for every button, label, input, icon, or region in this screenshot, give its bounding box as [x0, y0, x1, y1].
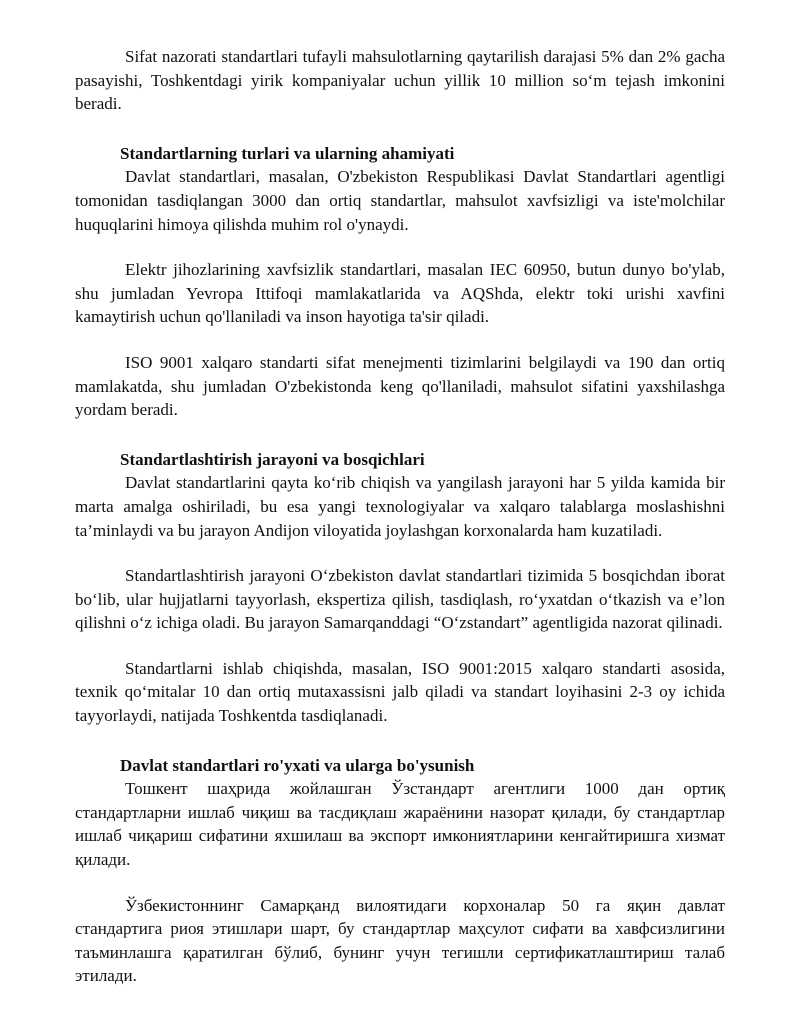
- paragraph: Davlat standartlari, masalan, O'zbekiston Respublikasi Davlat Standartlari agentligi tomonidan tasdiqlangan 3000 dan ortiq standartlar, mahsulot xavfsizligi va iste'molchilar huquqlarini himoya qilishda muhim rol o'ynaydi.: [75, 167, 725, 234]
- section-standard-types: [75, 142, 725, 422]
- section-state-standards-list: [75, 754, 725, 988]
- paragraph: Тошкент шаҳрида жойлашган Ўзстандарт агентлиги 1000 дан ортиқ стандартларни ишлаб чиқиш ва тасдиқлаш жараёнини назорат қилади, бу стандартлар ишлаб чиқариш сифатини яхшилаш ва экспорт имкониятларини кенгайтиришга хизмат қилади.: [75, 779, 725, 870]
- section-heading: Davlat standartlari ro'yxati va ularga bo'ysunish: [120, 755, 475, 775]
- section-heading: Standartlarning turlari va ularning ahamiyati: [120, 143, 455, 163]
- paragraph: ISO 9001 xalqaro standarti sifat menejmenti tizimlarini belgilaydi va 190 dan ortiq mamlakatda, shu jumladan O'zbekistonda keng qo'llaniladi, mahsulot sifatini yaxshilashga yordam beradi.: [75, 352, 725, 420]
- paragraph: Elektr jihozlarining xavfsizlik standartlari, masalan IEC 60950, butun dunyo bo'ylab, shu jumladan Yevropa Ittifoqi mamlakatlarida va AQShda, elektr toki urishi xavfini kamaytirish uchun qo'llaniladi va inson hayotiga ta'sir qiladi.: [75, 260, 725, 327]
- section-heading: Standartlashtirish jarayoni va bosqichlari: [120, 449, 425, 469]
- document-page: [75, 45, 725, 988]
- paragraph: Standartlarni ishlab chiqishda, masalan, ISO 9001:2015 xalqaro standarti asosida, texnik qo‘mitalar 10 dan ortiq mutaxassisni jalb qiladi va standart loyihasini 2-3 oy ichida tayyorlaydi, natijada Toshkentda tasdiqlanadi.: [75, 658, 725, 726]
- paragraph: Ўзбекистоннинг Самарқанд вилоятидаги корхоналар 50 га яқин давлат стандартига риоя этишлари шарт, бу стандартлар маҳсулот сифати ва хавфсизлигини таъминлашга қаратилган бўлиб, бунинг учун тегишли сертификатлаштириш талаб этилади.: [75, 895, 725, 986]
- paragraph: Standartlashtirish jarayoni O‘zbekiston davlat standartlari tizimida 5 bosqichdan iborat bo‘lib, ular hujjatlarni tayyorlash, ekspertiza qilish, tasdiqlash, ro‘yxatdan o‘tkazish va e’lon qilishni o‘z ichiga oladi. Bu jarayon Samarqanddagi “O‘zstandart” agentligida nazorat qilinadi.: [75, 566, 725, 633]
- paragraph: Davlat standartlarini qayta ko‘rib chiqish va yangilash jarayoni har 5 yilda kamida bir marta amalga oshiriladi, bu esa yangi texnologiyalar va xalqaro talablarga moslashishni ta’minlaydi va bu jarayon Andijon viloyatida joylashgan korxonalarda ham kuzatiladi.: [75, 473, 725, 540]
- section-standardization-process: [75, 448, 725, 728]
- paragraph-intro: Sifat nazorati standartlari tufayli mahsulotlarning qaytarilish darajasi 5% dan 2% gacha pasayishi, Toshkentdagi yirik kompaniyalar uchun yillik 10 million so‘m tejash imkonini beradi.: [75, 47, 725, 114]
